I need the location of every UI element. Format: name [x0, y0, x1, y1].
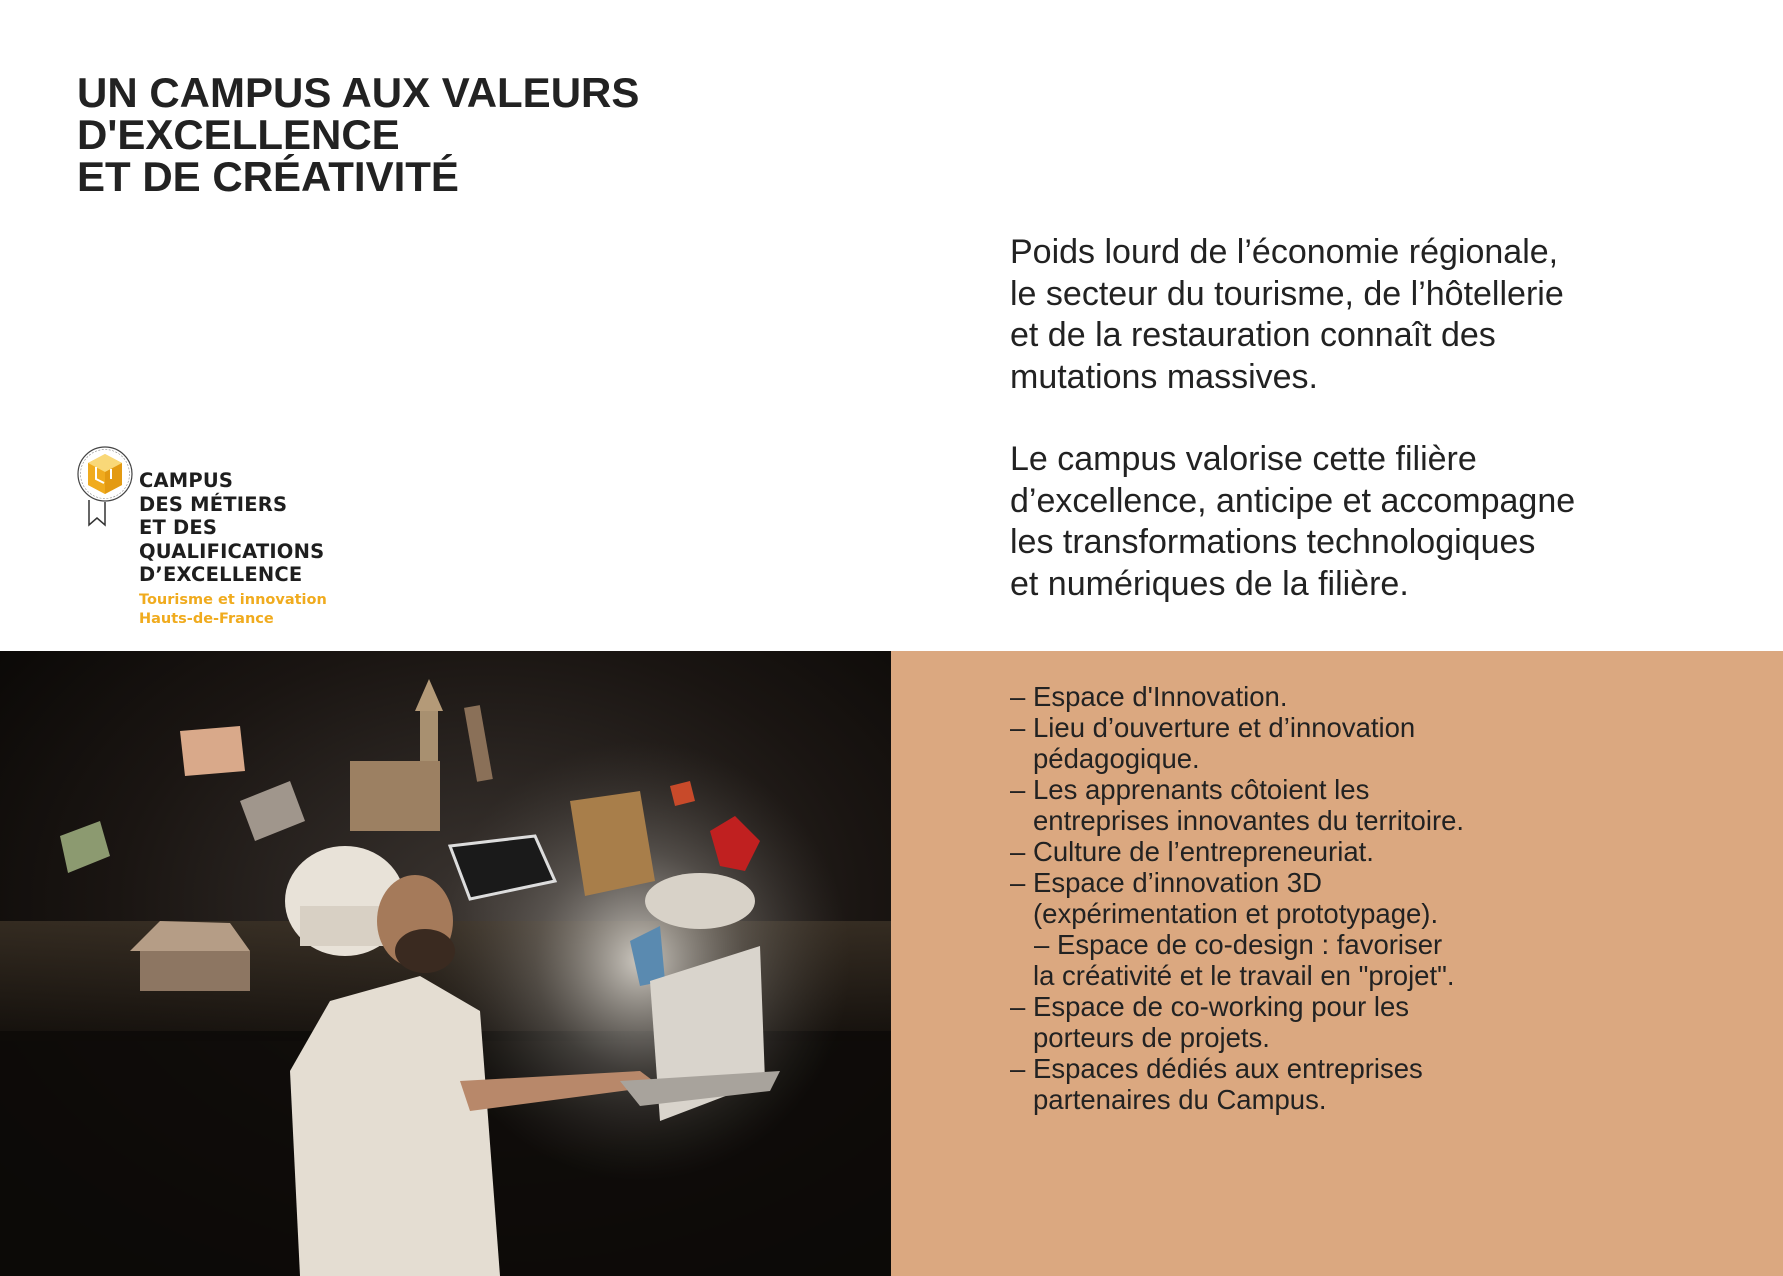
list-dash: – [1010, 867, 1026, 898]
intro-line: le secteur du tourisme, de l’hôtellerie [1010, 274, 1564, 313]
title-line: ET DE CRÉATIVITÉ [77, 153, 459, 200]
logo-name-line: CAMPUS [139, 469, 234, 492]
logo-sub-line: Hauts-de-France [139, 611, 274, 627]
item-text-continued: partenaires du Campus. [1033, 1084, 1327, 1115]
item-text: Lieu d’ouverture et d’innovation [1033, 712, 1416, 743]
item-text-continued: la créativité et le travail en "projet". [1033, 960, 1455, 991]
intro-line: Poids lourd de l’économie régionale, [1010, 233, 1559, 271]
features-panel [891, 651, 1783, 1276]
list-item [1010, 867, 1710, 929]
item-text: Culture de l’entrepreneuriat. [1033, 836, 1374, 867]
list-item [1010, 774, 1710, 836]
intro-line: les transformations technologiques [1010, 523, 1536, 561]
intro-line: Le campus valorise cette filière [1010, 440, 1477, 478]
item-text-continued: porteurs de projets. [1033, 1022, 1270, 1053]
item-text: Espace de co-design : favoriser [1057, 929, 1443, 960]
item-text-continued: entreprises innovantes du territoire. [1033, 805, 1465, 836]
item-text: Espace d’innovation 3D [1033, 867, 1322, 898]
intro-line: et de la restauration connaît des [1010, 316, 1496, 354]
list-item [1010, 929, 1710, 991]
list-dash: – [1010, 836, 1026, 867]
intro-paragraph [1010, 232, 1710, 398]
list-item [1010, 712, 1710, 774]
logo-sub-line: Tourisme et innovation [139, 592, 327, 608]
list-dash: – [1010, 681, 1026, 712]
logo-name-line: QUALIFICATIONS [139, 539, 325, 563]
item-text: Espace de co-working pour les [1033, 991, 1410, 1022]
list-item [1010, 1053, 1710, 1115]
item-text: Espaces dédiés aux entreprises [1033, 1053, 1423, 1084]
intro-line: et numériques de la filière. [1010, 564, 1409, 603]
item-text-continued: (expérimentation et prototypage). [1033, 898, 1439, 929]
logo-name-line: DES MÉTIERS [139, 492, 288, 516]
item-text: Espace d'Innovation. [1033, 681, 1288, 712]
intro-line: d’excellence, anticipe et accompagne [1010, 481, 1576, 520]
list-item [1010, 836, 1710, 867]
logo-name [139, 469, 324, 587]
page-title [77, 69, 777, 200]
list-item [1010, 991, 1710, 1053]
logo-name-line: ET DES [139, 516, 218, 539]
campus-logo [76, 445, 356, 635]
list-dash: – [1010, 991, 1026, 1022]
cube-medal-icon [76, 445, 134, 527]
chef-laptop-illustration [0, 651, 891, 1276]
list-dash: – [1010, 712, 1026, 743]
list-item [1010, 681, 1710, 712]
list-dash: – [1034, 929, 1050, 960]
intro-paragraph [1010, 439, 1710, 605]
list-dash: – [1010, 1053, 1026, 1084]
title-line: D'EXCELLENCE [77, 111, 400, 158]
features-list [1010, 681, 1710, 1115]
list-dash: – [1010, 774, 1026, 805]
logo-name-line: D’EXCELLENCE [139, 563, 303, 586]
intro-line: mutations massives. [1010, 357, 1318, 396]
intro-text [1010, 232, 1710, 605]
item-text: Les apprenants côtoient les [1033, 774, 1370, 805]
item-text-continued: pédagogique. [1033, 743, 1200, 774]
title-line: UN CAMPUS AUX VALEURS [77, 69, 640, 116]
logo-subtitle [139, 591, 327, 629]
chef-laptop-photo [0, 651, 891, 1276]
